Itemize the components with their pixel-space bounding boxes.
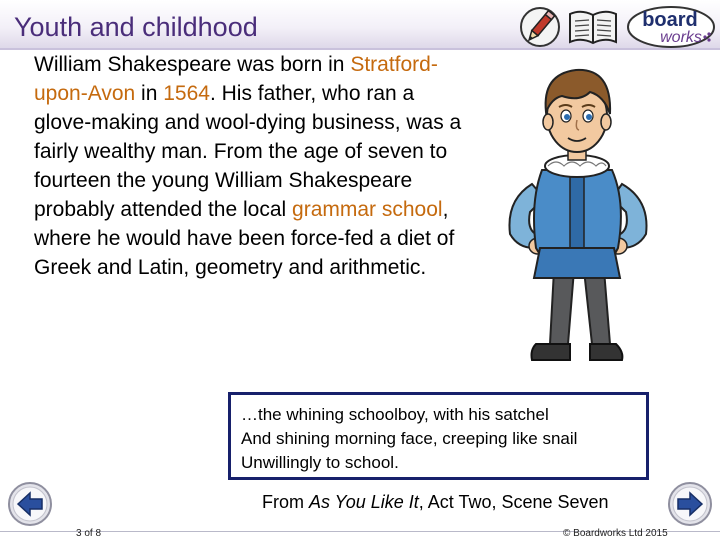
quote-line: Unwillingly to school.: [241, 453, 399, 472]
highlight-stratford: Stratford-upon-Avon: [34, 53, 438, 105]
pencil-icon[interactable]: [518, 5, 562, 49]
arrow-right-icon: [666, 480, 714, 528]
young-shakespeare-illustration: [492, 52, 662, 382]
arrow-left-icon: [6, 480, 54, 528]
source-prefix: From: [262, 492, 309, 512]
logo-board-text: board: [642, 9, 698, 31]
quote-line: And shining morning face, creeping like snail: [241, 429, 578, 448]
text-run: in: [135, 82, 164, 105]
logo-works-text: works: [660, 29, 702, 46]
next-slide-button[interactable]: [666, 480, 714, 528]
highlight-grammar-school: grammar school: [292, 198, 443, 221]
text-run: , where he would have been force-fed a diet of Greek and Latin, geometry and arithmetic.: [34, 198, 455, 279]
text-run: . His father, who ran a glove-making and wool-dying business, was a fairly wealthy man. From the age of seven to fourteen the young William Shakespeare probably attended the local: [34, 82, 462, 221]
book-icon[interactable]: [566, 6, 620, 48]
boardworks-logo: [625, 4, 717, 50]
source-work-title: As You Like It: [309, 492, 419, 512]
previous-slide-button[interactable]: [6, 480, 54, 528]
quote-line: …the whining schoolboy, with his satchel: [241, 405, 549, 424]
source-suffix: , Act Two, Scene Seven: [418, 492, 609, 512]
text-run: William Shakespeare was born in: [34, 53, 351, 76]
body-paragraph: [34, 50, 474, 282]
quote-box: [228, 392, 649, 480]
slide-title: Youth and childhood: [14, 12, 258, 42]
quote-source: [262, 492, 609, 513]
copyright-text: © Boardworks Ltd 2015: [563, 528, 668, 539]
highlight-year: 1564: [163, 82, 210, 105]
page-number: 3 of 8: [76, 528, 102, 539]
